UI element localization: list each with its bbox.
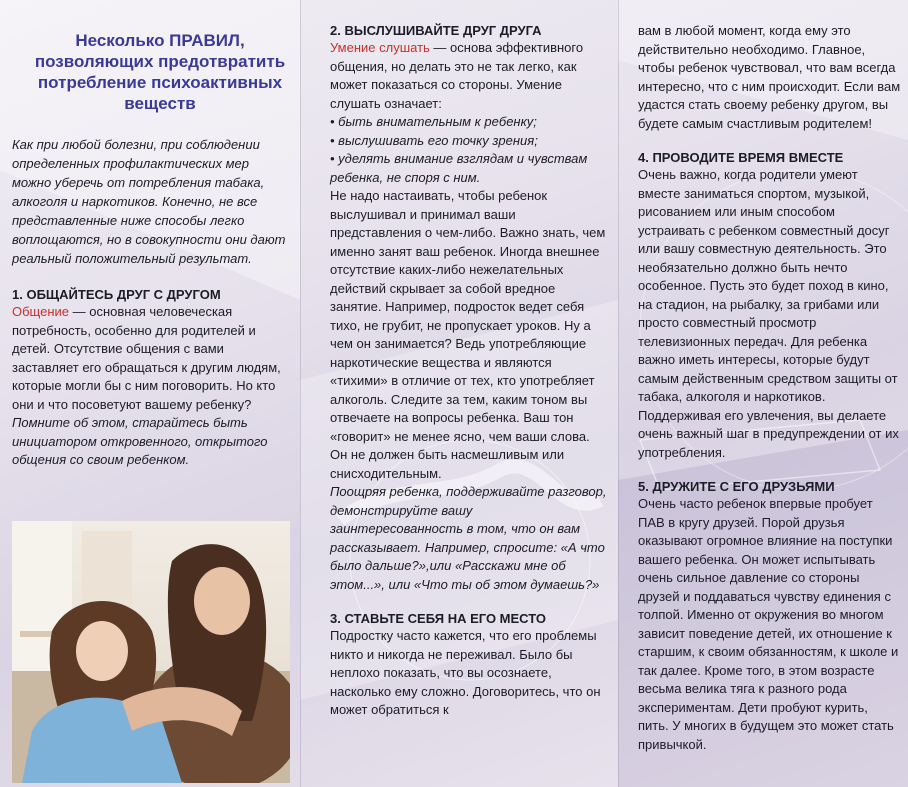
section-1-text <box>12 303 286 414</box>
mother-daughter-photo <box>12 521 290 783</box>
section-4-heading: 4. ПРОВОДИТЕ ВРЕМЯ ВМЕСТЕ <box>638 150 844 165</box>
section-2-heading: 2. ВЫСЛУШИВАЙТЕ ДРУГ ДРУГА <box>330 23 542 38</box>
list-item: • уделять внимание взглядам и чувствам ребенка, не споря с ним. <box>330 151 588 185</box>
section-3-continuation: вам в любой момент, когда ему это действительно необходимо. Главное, чтобы ребенок чувствовал, что вам всегда интересно, что с ним происходит. Если вам удастся стать своему ребенку другом, вы будете самым счастливым родителем! <box>638 23 901 131</box>
panel-middle <box>300 0 618 787</box>
section-5-heading: 5. ДРУЖИТЕ С ЕГО ДРУЗЬЯМИ <box>638 479 835 494</box>
section-2-term: Умение слушать <box>330 40 430 55</box>
section-5-text: Очень часто ребенок впервые пробует ПАВ в кругу друзей. Порой друзья оказывают огромное влияние на поступки вашего ребенка. Он может испытывать очень сильное давление со стороны друзей и поддаваться чувству единения с толпой. Именно от окружения во многом зависит поведение детей, их отношение к старшим, к своим обязанностям, к школе и так далее. Кроме того, в этом возрасте весьма велика тяга к разного рода экспериментам. Дети пробуют курить, пить. У многих в будущем это может стать привычкой. <box>638 496 899 752</box>
section-2-body: Не надо настаивать, чтобы ребенок выслушивал и принимал ваши представления о чем-либо. Важно знать, чем именно занят ваш ребенок. Иногда внешнее отсутствие каких-либо нежелательных действий скрывает за собой вредное занятие. Например, подросток ведет себя тихо, не грубит, не пропускает уроков. Ну а чем он занимается? Ведь употребляющие наркотические вещества и являются «тихими» в отличие от тех, кто употребляет алкоголь. Следите за тем, каким тоном вы отвечаете на вопросы ребенка. Ваш тон «говорит» не менее ясно, чем ваши слова. Он не должен быть насмешливым или снисходительным. <box>330 188 606 481</box>
list-item: • быть внимательным к ребенку; <box>330 114 537 129</box>
page-title: Несколько ПРАВИЛ, позволяющих предотвратить потребление психоактивных веществ <box>34 31 286 113</box>
section-3-text: Подростку часто кажется, что его проблемы никто и никогда не переживал. Было бы неплохо показать, что вы осознаете, насколько ему сложно. Договоритесь, что он может обратиться к <box>330 628 601 717</box>
list-item: • выслушивать его точку зрения; <box>330 132 538 148</box>
section-2-text <box>330 39 608 113</box>
section-1-body: — основная человеческая потребность, особенно для родителей и детей. Отсутствие общения с вами заставляет его обращаться к другим людям, которые могли бы с ним поговорить. Но кто они и что посоветуют вашему ребенку? <box>12 304 281 412</box>
section-1-heading: 1. ОБЩАЙТЕСЬ ДРУГ С ДРУГОМ <box>12 287 221 302</box>
section-2-intro: — основа эффективного общения, но делать это не так легко, как может показаться со стороны. Умение слушать означает: <box>330 40 584 111</box>
section-1-term: Общение <box>12 304 70 319</box>
section-1-italic: Помните об этом, старайтесь быть инициатором откровенного, открытого общения со своим ребенком. <box>12 415 268 467</box>
panel-right <box>618 0 908 787</box>
listening-list <box>330 113 608 187</box>
section-2-italic: Поощряя ребенка, поддерживайте разговор, демонстрируйте вашу заинтересованность в том, что он вам рассказывает. Например, спросите: «А что было дальше?»,или «Расскажи мне об этом...», или «Что ты об этом думаешь?» <box>330 484 607 592</box>
section-4-text: Очень важно, когда родители умеют вместе заниматься спортом, музыкой, рисованием или иным способом устраивать с ребенком совместный досуг или вашу совместную деятельность. Это необязательно должно быть нечто особенное. Пусть это будет поход в кино, на стадион, на рыбалку, за грибами или просто совместный просмотр телевизионных передач. Для ребенка важно иметь интересы, которые будут самым действенным средством защиты от табака, алкоголя и наркотиков. Поддерживая его увлечения, вы делаете очень важный шаг в предупреждении от их употребления. <box>638 167 899 460</box>
section-3-heading: 3. СТАВЬТЕ СЕБЯ НА ЕГО МЕСТО <box>330 611 546 626</box>
intro-text: Как при любой болезни, при соблюдении определенных профилактических мер можно уберечь от потребления табака, алкоголя и наркотиков. Конечно, не все представленные ниже способы легко воплощаются, но в совокупности они дают реальный положительный результат. <box>12 137 286 266</box>
